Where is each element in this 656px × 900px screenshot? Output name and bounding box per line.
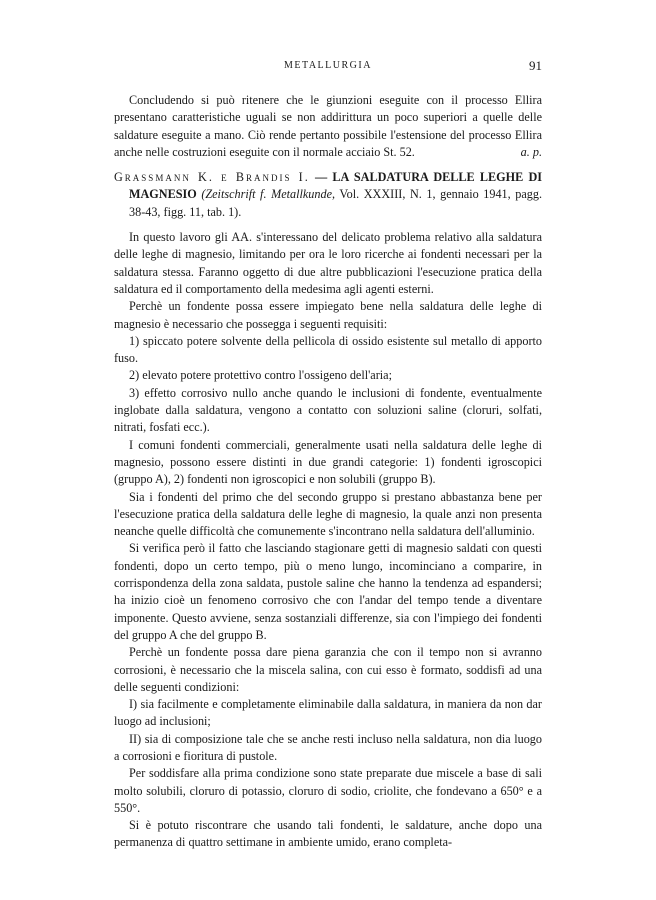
- paragraph: Perchè un fondente possa dare piena garanzia che con il tempo non si avranno corrosioni, è necessario che la miscela salina, con cui esso è formato, soddisfi ad una delle seguenti condizioni:: [114, 645, 542, 694]
- paragraph: Sia i fondenti del primo che del secondo gruppo si prestano abbastanza bene per l'esecuzione pratica della saldatura delle leghe di magnesio, la quale anzi non presenta neanche quelle difficoltà che comunemente s'incontrano nella saldatura dell'alluminio.: [114, 489, 542, 539]
- paragraph: Perchè un fondente possa essere impiegato bene nella saldatura delle leghe di magnesio è necessario che possegga i seguenti requisiti:: [114, 299, 542, 331]
- list-item: 1) spiccato potere solvente della pellicola di ossido esistente sul metallo di apporto fuso.: [114, 333, 542, 366]
- paragraph: Per soddisfare alla prima condizione sono state preparate due miscele a base di sali molto solubili, cloruro di potassio, cloruro di sodio, criolite, che fondevano a 650° e a 550°.: [114, 766, 542, 815]
- article-dash: —: [309, 170, 333, 185]
- paragraph: I comuni fondenti commerciali, generalmente usati nella saldatura delle leghe di magnesio, possono essere distinti in due grandi categorie: 1) fondenti igroscopici (gruppo A), 2) fondenti non igroscopici e non solubili (gruppo B).: [114, 437, 542, 487]
- list-item: 2) elevato potere protettivo contro l'ossigeno dell'aria;: [129, 368, 392, 383]
- intro-paragraph: [114, 92, 542, 161]
- article-heading: [114, 169, 542, 221]
- list-item: 3) effetto corrosivo nullo anche quando le inclusioni di fondente, eventualmente inglobate dalla saldatura, vengono a contatto con soluzioni saline (cloruri, solfati, nitrati, fosfati ecc.).: [114, 385, 542, 435]
- page-number: 91: [529, 58, 542, 73]
- article-journal: (Zeitschrift f. Metallkunde,: [201, 187, 336, 202]
- paragraph: Si è potuto riscontrare che usando tali fondenti, le saldature, anche dopo una permanenza di quattro settimane in ambiente umido, erano completa-: [114, 818, 542, 850]
- list-item: I) sia facilmente e completamente eliminabile dalla saldatura, in maniera da non dar luogo ad inclusioni;: [114, 697, 542, 729]
- intro-signature: a. p.: [520, 144, 542, 159]
- paragraph: In questo lavoro gli AA. s'interessano del delicato problema relativo alla saldatura delle leghe di magnesio, limitando per ora le loro ricerche ai fondenti necessari per la saldatura stessa. Faranno oggetto di due altre pubblicazioni l'esecuzione pratica della saldatura ed il comportamento della medesima agli agenti esterni.: [114, 230, 542, 296]
- article-authors: Grassmann K. e Brandis I.: [114, 170, 310, 185]
- body-text: [114, 92, 542, 852]
- article-title: LA SALDATURA DELLE LEGHE DI MAGNESIO: [129, 170, 543, 202]
- running-header: METALLURGIA: [284, 60, 372, 71]
- paragraph: Si verifica però il fatto che lasciando stagionare getti di magnesio saldati con questi fondenti, dopo un certo tempo, più o meno lungo, incominciano a comparire, in corrispondenza della zona saldata, pustole saline che hanno la tendenza ad espandersi; ha inizio cioè un fenomeno corrosivo che con l'andar del tempo tende a diventare imponente. Questo avviene, senza sostanziali differenze, sia con l'impiego dei fondenti del gruppo A che del gruppo B.: [114, 541, 542, 642]
- intro-text: Concludendo si può ritenere che le giunzioni eseguite con il processo Ellira presentano caratteristiche uguali se non addirittura un poco superiori a quelle delle saldature eseguite a mano. Ciò rende pertanto possibile l'estensione del processo Ellira anche nelle costruzioni eseguite con il normale acciaio St. 52.: [114, 93, 542, 159]
- article-citation: Vol. XXXIII, N. 1, gennaio 1941, pagg. 38-43, figg. 11, tab. 1).: [129, 187, 543, 219]
- list-item: II) sia di composizione tale che se anche resti incluso nella saldatura, non dia luogo a corrosioni e fioritura di pustole.: [114, 731, 542, 763]
